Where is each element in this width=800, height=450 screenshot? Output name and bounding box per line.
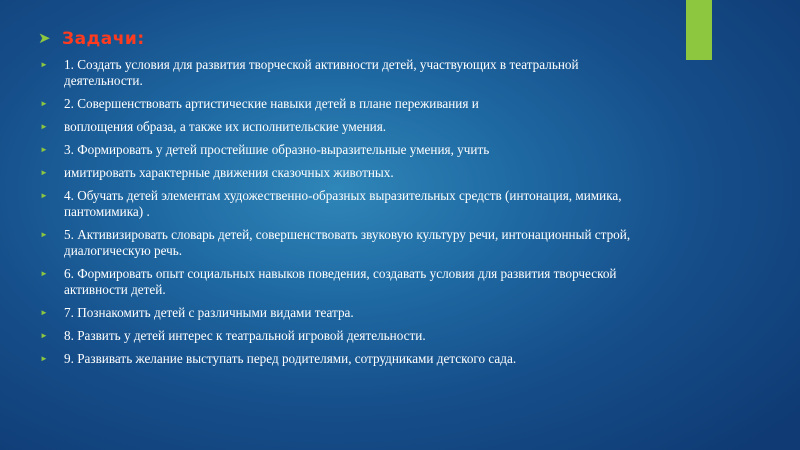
triangle-bullet-icon: ► [40,308,48,317]
list-item-text: 7. Познакомить детей с различными видами театра. [64,305,354,320]
slide-title: Задачи: [62,29,145,49]
list-item [38,142,658,158]
list-item [38,57,658,89]
list-item [38,266,658,298]
list-item-text: 9. Развивать желание выступать перед родителями, сотрудниками детского сада. [64,351,517,366]
accent-bar [686,0,712,60]
list-item-text: имитировать характерные движения сказочных животных. [64,165,394,180]
slide-content [38,30,658,374]
triangle-bullet-icon: ► [40,269,48,278]
task-list [38,57,658,367]
list-item-text: воплощения образа, а также их исполнительские умения. [64,119,387,134]
list-item-text: 2. Совершенствовать артистические навыки детей в плане переживания и [64,96,479,111]
list-item [38,305,658,321]
title-row [38,30,658,48]
list-item [38,119,658,135]
list-item [38,188,658,220]
list-item [38,165,658,181]
list-item-text: 5. Активизировать словарь детей, совершенствовать звуковую культуру речи, интонационный строй, диалогическую речь. [64,227,631,258]
triangle-bullet-icon: ► [40,230,48,239]
list-item [38,328,658,344]
list-item-text: 6. Формировать опыт социальных навыков поведения, создавать условия для развития творческой активности детей. [64,266,617,297]
list-item-text: 8. Развить у детей интерес к театральной игровой деятельности. [64,328,426,343]
triangle-bullet-icon: ► [40,168,48,177]
arrow-bullet-icon: ➤ [38,31,51,47]
triangle-bullet-icon: ► [40,354,48,363]
list-item-text: 4. Обучать детей элементам художественно-образных выразительных средств (интонация, мимика, пантомимика) . [64,188,622,219]
triangle-bullet-icon: ► [40,60,48,69]
list-item [38,227,658,259]
triangle-bullet-icon: ► [40,331,48,340]
triangle-bullet-icon: ► [40,191,48,200]
list-item [38,351,658,367]
triangle-bullet-icon: ► [40,122,48,131]
list-item [38,96,658,112]
list-item-text: 3. Формировать у детей простейшие образно-выразительные умения, учить [64,142,490,157]
triangle-bullet-icon: ► [40,99,48,108]
list-item-text: 1. Создать условия для развития творческой активности детей, участвующих в театральной деятельности. [64,57,579,88]
triangle-bullet-icon: ► [40,145,48,154]
